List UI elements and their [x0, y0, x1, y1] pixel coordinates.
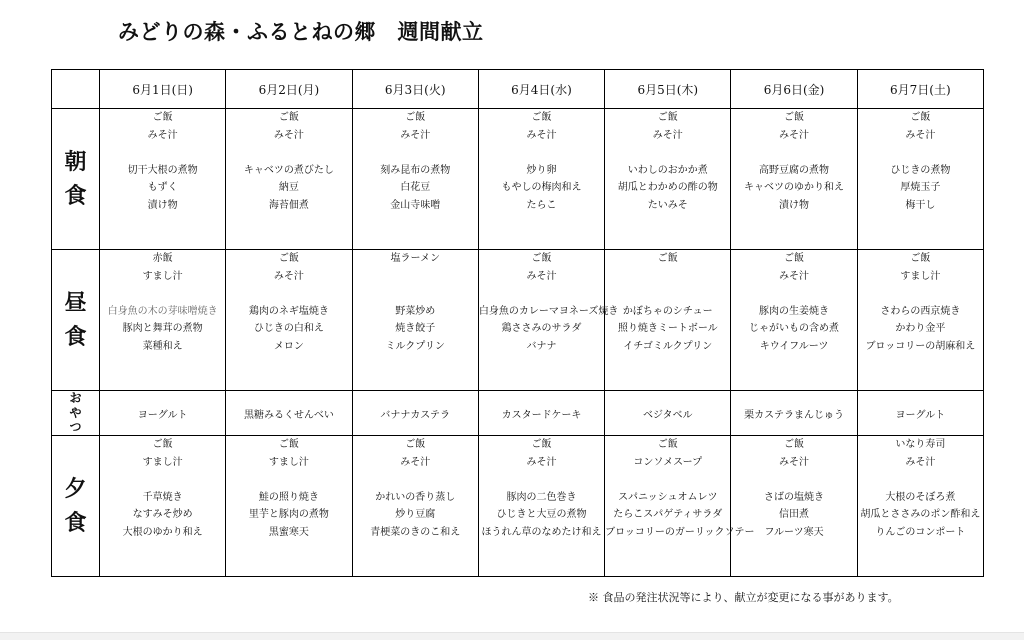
menu-item	[605, 471, 730, 489]
breakfast-menu-cell	[478, 109, 604, 250]
menu-item: ご飯	[531, 439, 552, 450]
page-title: みどりの森・ふるとねの郷 週間献立	[118, 19, 484, 44]
menu-item: 海苔佃煮	[268, 199, 309, 211]
breakfast-menu-cell	[731, 109, 857, 250]
menu-item: もやしの梅肉和え	[501, 182, 582, 193]
menu-item: コンソメスープ	[633, 456, 703, 468]
snack-cell: ヨーグルト	[100, 391, 226, 436]
snack-cell: 黒糖みるくせんべい	[226, 391, 352, 436]
snack-cell: バナナカステラ	[352, 391, 478, 436]
menu-item	[353, 144, 478, 162]
menu-item: 鶏肉のネギ塩焼き	[248, 305, 329, 317]
menu-item: みそ汁	[400, 129, 431, 141]
menu-item: 青梗菜のきのこ和え	[370, 526, 461, 538]
date-header: 6月3日(火)	[352, 70, 478, 109]
menu-item: ご飯	[784, 439, 805, 450]
dinner-menu-cell	[352, 436, 478, 577]
menu-item: すまし汁	[268, 456, 309, 468]
menu-item	[353, 268, 478, 286]
date-header: 6月7日(土)	[857, 70, 983, 109]
menu-item: 赤飯	[152, 253, 173, 264]
menu-item: 胡瓜とささみのポン酢和え	[860, 509, 981, 520]
menu-item: ご飯	[278, 439, 299, 450]
menu-item	[353, 471, 478, 489]
menu-item: じゃがいもの含め煮	[749, 323, 840, 334]
menu-item	[479, 471, 604, 489]
lunch-menu-cell	[731, 250, 857, 391]
menu-item: かれいの香り蒸し	[375, 491, 456, 503]
menu-item: ひじきの煮物	[890, 164, 951, 176]
menu-item: 白身魚の木の芽味噌焼き	[107, 305, 218, 317]
snack-cell: ヨーグルト	[857, 391, 983, 436]
menu-item: ご飯	[278, 112, 299, 123]
menu-item: 信田煮	[779, 509, 810, 520]
date-header: 6月5日(木)	[605, 70, 731, 109]
date-header: 6月2日(月)	[226, 70, 352, 109]
menu-item: ご飯	[657, 112, 678, 123]
date-header: 6月4日(水)	[478, 70, 604, 109]
menu-item	[858, 285, 983, 303]
change-notice: ※ 食品の発注状況等により、献立が変更になる事があります。	[588, 591, 899, 604]
menu-item: ご飯	[910, 112, 931, 123]
menu-item	[353, 285, 478, 303]
breakfast-menu-cell	[352, 109, 478, 250]
snack-label: お や つ	[52, 391, 100, 436]
lunch-menu-cell	[100, 250, 226, 391]
menu-item: ご飯	[910, 253, 931, 264]
menu-item: たいみそ	[647, 199, 688, 211]
snack-cell: ベジタベル	[605, 391, 731, 436]
breakfast-label: 朝 食	[52, 109, 100, 250]
snack-cell: 栗カステラまんじゅう	[731, 391, 857, 436]
menu-item: ご飯	[405, 439, 426, 450]
menu-item: ひじきの白和え	[253, 323, 324, 334]
menu-item	[605, 268, 730, 286]
menu-item: かわり金平	[895, 323, 946, 334]
menu-item: 金山寺味噌	[390, 199, 441, 211]
menu-item: キャベツの煮びたし	[243, 164, 334, 176]
dinner-menu-cell	[478, 436, 604, 577]
menu-item: みそ汁	[526, 270, 557, 282]
menu-item	[731, 471, 856, 489]
menu-item	[226, 471, 351, 489]
menu-item: 炒り豆腐	[395, 509, 436, 520]
weekly-menu-table	[51, 69, 984, 577]
breakfast-menu-cell	[226, 109, 352, 250]
menu-item: すまし汁	[900, 270, 941, 282]
snack-row	[52, 391, 984, 436]
menu-item: 炒り卵	[526, 164, 557, 176]
menu-item: ミルクプリン	[385, 340, 445, 352]
dinner-menu-cell	[857, 436, 983, 577]
menu-item: 大根のそぼろ煮	[885, 491, 956, 503]
menu-item: なすみそ炒め	[132, 509, 193, 520]
dinner-menu-cell	[226, 436, 352, 577]
menu-item: イチゴミルクプリン	[623, 340, 713, 352]
menu-item	[479, 144, 604, 162]
date-header: 6月6日(金)	[731, 70, 857, 109]
menu-item: 白花豆	[400, 182, 431, 193]
menu-item	[100, 471, 225, 489]
menu-item: 豚肉の二色巻き	[506, 491, 577, 503]
menu-item: すまし汁	[142, 456, 183, 468]
menu-item	[858, 144, 983, 162]
menu-item: キウイフルーツ	[759, 340, 829, 352]
menu-item: すまし汁	[142, 270, 183, 282]
bottom-divider	[0, 632, 1024, 640]
menu-item: 菜種和え	[142, 340, 183, 352]
menu-item: ブロッコリーのガーリックソテー	[605, 526, 755, 538]
menu-item	[226, 285, 351, 303]
menu-item: みそ汁	[526, 456, 557, 468]
menu-item: みそ汁	[905, 456, 936, 468]
menu-item: 刻み昆布の煮物	[380, 164, 451, 176]
menu-item: ご飯	[657, 253, 678, 264]
menu-item: ブロッコリーの胡麻和え	[865, 340, 976, 352]
menu-item: みそ汁	[273, 270, 304, 282]
dinner-menu-cell	[605, 436, 755, 577]
menu-item: 豚肉の生姜焼き	[759, 305, 830, 317]
menu-item: 梅干し	[905, 199, 936, 211]
menu-item	[858, 471, 983, 489]
dinner-menu-cell	[731, 436, 857, 577]
menu-item: みそ汁	[526, 129, 557, 141]
menu-item: 里芋と豚肉の煮物	[248, 509, 329, 520]
menu-item: 納豆	[278, 182, 299, 193]
menu-item: メロン	[273, 340, 304, 352]
date-header: 6月1日(日)	[100, 70, 226, 109]
menu-item: 高野豆腐の煮物	[759, 164, 830, 176]
menu-item: りんごのコンポート	[875, 526, 966, 538]
menu-item: いわしのおかか煮	[627, 164, 708, 176]
menu-item: ご飯	[152, 112, 173, 123]
menu-item: ご飯	[405, 112, 426, 123]
menu-item: ご飯	[784, 112, 805, 123]
menu-item: たらこ	[526, 199, 557, 211]
menu-item: みそ汁	[905, 129, 936, 141]
menu-item: 白身魚のカレーマヨネーズ焼き	[478, 305, 619, 317]
corner-cell	[52, 70, 100, 109]
menu-item: 漬け物	[779, 199, 810, 211]
menu-item: もずく	[147, 182, 178, 193]
menu-item: ご飯	[784, 253, 805, 264]
menu-item: 千草焼き	[142, 491, 183, 503]
menu-item	[731, 285, 856, 303]
menu-item	[100, 144, 225, 162]
menu-item: 塩ラーメン	[390, 253, 440, 264]
menu-item: 鮭の照り焼き	[258, 491, 319, 503]
menu-item: ご飯	[531, 253, 552, 264]
lunch-row	[52, 250, 984, 391]
menu-item: バナナ	[526, 340, 557, 352]
lunch-menu-cell	[605, 250, 731, 391]
breakfast-menu-cell	[857, 109, 983, 250]
date-header-row	[52, 70, 984, 109]
lunch-menu-cell	[857, 250, 983, 391]
menu-item: たらこスパゲティサラダ	[613, 509, 723, 520]
menu-item: 大根のゆかり和え	[122, 526, 203, 538]
menu-item: みそ汁	[400, 456, 431, 468]
menu-item: スパニッシュオムレツ	[618, 491, 718, 503]
dinner-label: 夕 食	[52, 436, 100, 577]
menu-item: みそ汁	[779, 129, 810, 141]
menu-item: ご飯	[531, 112, 552, 123]
menu-item: 漬け物	[147, 199, 178, 211]
menu-item: 豚肉と舞茸の煮物	[122, 323, 203, 334]
menu-item: 胡瓜とわかめの酢の物	[617, 182, 718, 193]
menu-item	[100, 285, 225, 303]
menu-item: ご飯	[278, 253, 299, 264]
menu-item: みそ汁	[273, 129, 304, 141]
menu-item: 黒蜜寒天	[268, 526, 309, 538]
menu-item	[605, 144, 730, 162]
menu-item: みそ汁	[779, 270, 810, 282]
menu-item: みそ汁	[652, 129, 683, 141]
lunch-menu-cell	[478, 250, 619, 391]
menu-item	[605, 285, 730, 303]
menu-item: 切干大根の煮物	[127, 164, 198, 176]
menu-item: ご飯	[152, 439, 173, 450]
lunch-menu-cell	[352, 250, 478, 391]
menu-item	[731, 144, 856, 162]
menu-item: キャベツのゆかり和え	[744, 182, 845, 193]
dinner-menu-cell	[100, 436, 226, 577]
menu-item: 野菜炒め	[395, 305, 436, 317]
snack-cell: カスタードケーキ	[478, 391, 604, 436]
menu-item: さばの塩焼き	[764, 491, 825, 503]
menu-item: 照り焼きミートボール	[617, 323, 718, 334]
menu-item: 鶏ささみのサラダ	[501, 323, 582, 334]
menu-item: フルーツ寒天	[764, 526, 824, 538]
menu-item: みそ汁	[147, 129, 178, 141]
menu-item: さわらの西京焼き	[880, 305, 961, 317]
menu-item: みそ汁	[779, 456, 810, 468]
menu-item: ひじきと大豆の煮物	[496, 509, 587, 520]
menu-item: 厚焼玉子	[900, 182, 941, 193]
menu-item	[479, 285, 604, 303]
menu-item: ほうれん草のなめたけ和え	[481, 526, 602, 538]
menu-item: かぼちゃのシチュー	[622, 305, 713, 317]
menu-item	[226, 144, 351, 162]
dinner-row	[52, 436, 984, 577]
breakfast-menu-cell	[100, 109, 226, 250]
lunch-menu-cell	[226, 250, 352, 391]
breakfast-menu-cell	[605, 109, 731, 250]
menu-item: 焼き餃子	[395, 323, 436, 334]
lunch-label: 昼 食	[52, 250, 100, 391]
menu-item: ご飯	[657, 439, 678, 450]
menu-item: いなり寿司	[895, 439, 946, 450]
breakfast-row	[52, 109, 984, 250]
